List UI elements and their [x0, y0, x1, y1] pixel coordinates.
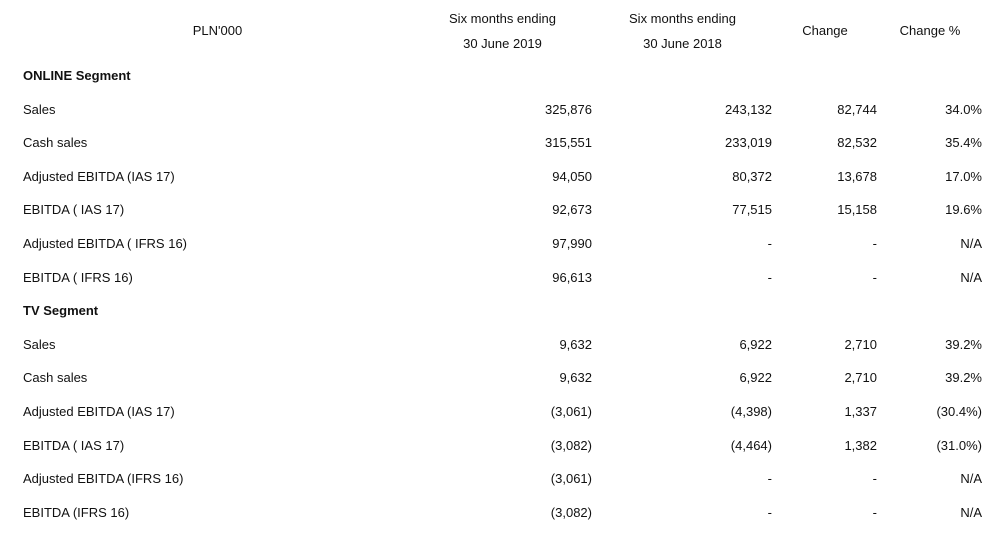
table-row [0, 227, 1000, 261]
row-label: EBITDA ( IAS 17) [23, 437, 125, 453]
value-change-pct: 19.6% [945, 202, 982, 218]
table-body [0, 59, 1000, 529]
table-row [0, 462, 1000, 496]
row-label: Adjusted EBITDA (IFRS 16) [23, 471, 184, 487]
value-change: 15,158 [837, 202, 877, 218]
value-change-pct: 39.2% [945, 370, 982, 386]
table-row [0, 328, 1000, 362]
value-2019: (3,082) [550, 437, 592, 453]
value-2019: 315,551 [545, 135, 592, 151]
section-title: TV Segment [23, 303, 99, 319]
table-row [0, 160, 1000, 194]
column-header-2019 [430, 6, 575, 56]
table-row [0, 496, 1000, 530]
column-header-change-pct-label: Change % [899, 23, 961, 38]
row-label: Adjusted EBITDA (IAS 17) [23, 168, 175, 184]
value-change-pct: (30.4%) [936, 403, 982, 419]
value-change: 1,337 [844, 403, 877, 419]
value-change-pct: 39.2% [945, 336, 982, 352]
column-header-change [790, 18, 860, 43]
section-header-row [0, 294, 1000, 328]
column-header-change-label: Change [802, 23, 848, 38]
value-change: 82,744 [837, 101, 877, 117]
value-change: - [872, 269, 877, 285]
value-2019: 96,613 [552, 269, 592, 285]
row-label: Cash sales [23, 370, 88, 386]
value-2018: - [767, 471, 772, 487]
value-2018: 6,922 [739, 370, 772, 386]
value-2019: (3,082) [550, 504, 592, 520]
value-2019: 97,990 [552, 235, 592, 251]
value-change-pct: N/A [960, 471, 982, 487]
column-header-2018-line1: Six months ending [629, 11, 736, 26]
value-2019: 94,050 [552, 168, 592, 184]
value-2018: 80,372 [732, 168, 772, 184]
column-header-2018 [610, 6, 755, 56]
table-row [0, 93, 1000, 127]
value-change: 1,382 [844, 437, 877, 453]
value-2019: 9,632 [559, 336, 592, 352]
column-header-2018-line2: 30 June 2018 [643, 36, 722, 51]
value-change: - [872, 235, 877, 251]
row-label: Sales [23, 336, 56, 352]
value-change-pct: (31.0%) [936, 437, 982, 453]
value-2019: (3,061) [550, 471, 592, 487]
value-change-pct: N/A [960, 504, 982, 520]
row-label: EBITDA ( IFRS 16) [23, 269, 133, 285]
table-row [0, 429, 1000, 463]
value-2019: 92,673 [552, 202, 592, 218]
section-header-row [0, 59, 1000, 93]
table-row [0, 361, 1000, 395]
value-2018: (4,464) [730, 437, 772, 453]
row-label: EBITDA ( IAS 17) [23, 202, 125, 218]
row-label: Sales [23, 101, 56, 117]
row-label: EBITDA (IFRS 16) [23, 504, 130, 520]
column-header-2019-line2: 30 June 2019 [463, 36, 542, 51]
value-change: 2,710 [844, 370, 877, 386]
value-2018: 77,515 [732, 202, 772, 218]
value-2019: 9,632 [559, 370, 592, 386]
table-header [0, 0, 1000, 60]
value-change-pct: 34.0% [945, 101, 982, 117]
value-change-pct: 17.0% [945, 168, 982, 184]
value-change-pct: N/A [960, 235, 982, 251]
value-2018: - [767, 269, 772, 285]
value-2018: - [767, 504, 772, 520]
value-change: - [872, 504, 877, 520]
value-change: 13,678 [837, 168, 877, 184]
table-row [0, 193, 1000, 227]
value-change: - [872, 471, 877, 487]
table-row [0, 261, 1000, 295]
table-row [0, 126, 1000, 160]
row-label: Adjusted EBITDA ( IFRS 16) [23, 235, 188, 251]
value-2018: 243,132 [725, 101, 772, 117]
row-label: Cash sales [23, 135, 88, 151]
value-2018: - [767, 235, 772, 251]
value-2018: (4,398) [730, 403, 772, 419]
value-change: 2,710 [844, 336, 877, 352]
row-label: Adjusted EBITDA (IAS 17) [23, 403, 175, 419]
column-header-2019-line1: Six months ending [449, 11, 556, 26]
column-header-change-pct [890, 18, 970, 43]
value-change-pct: N/A [960, 269, 982, 285]
table-row [0, 395, 1000, 429]
value-2019: (3,061) [550, 403, 592, 419]
value-change: 82,532 [837, 135, 877, 151]
section-title: ONLINE Segment [23, 68, 131, 83]
value-2018: 233,019 [725, 135, 772, 151]
unit-label: PLN'000 [192, 23, 243, 38]
value-2018: 6,922 [739, 336, 772, 352]
value-change-pct: 35.4% [945, 135, 982, 151]
value-2019: 325,876 [545, 101, 592, 117]
unit-header [150, 18, 285, 43]
